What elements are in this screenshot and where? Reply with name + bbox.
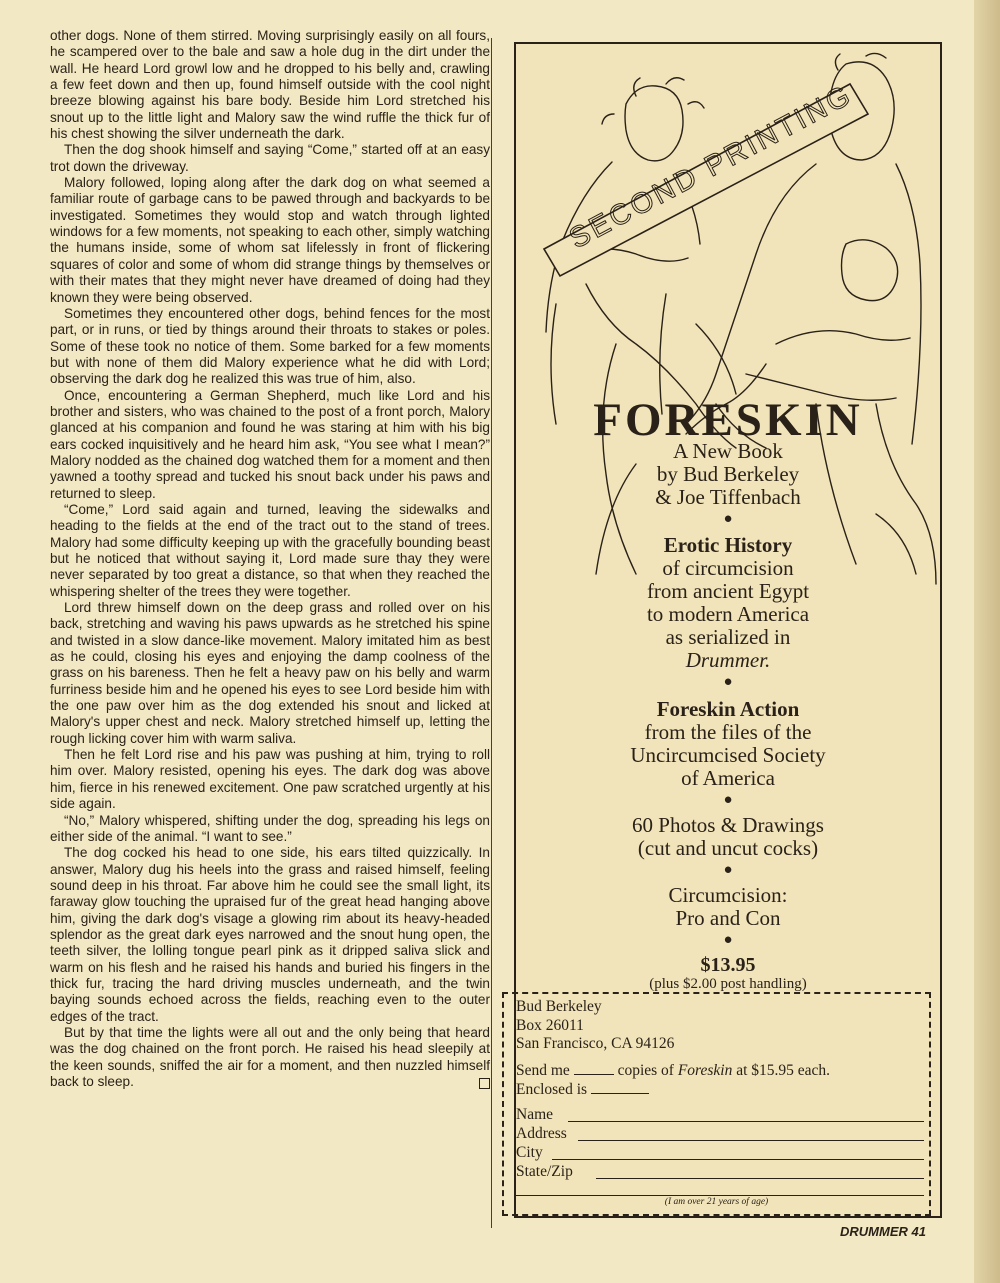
- copies-of-label: copies of: [617, 1062, 674, 1079]
- story-paragraph: Then he felt Lord rise and his paw was pushing at him, trying to roll him over. Malory resisted, opening his eyes. The dark dog was above him, fierce in his renewed excitement. One paw scratched urgently at his side again.: [50, 747, 490, 812]
- section-line: Circumcision:: [668, 883, 788, 907]
- page-number: 41: [911, 1224, 926, 1239]
- section-line: from the files of the: [644, 720, 812, 744]
- shipping-note: (plus $2.00 post handling): [649, 976, 807, 992]
- column-divider: [491, 38, 492, 1228]
- section-line: 60 Photos & Drawings: [632, 813, 824, 837]
- bullet-icon: ●: [723, 511, 733, 527]
- story-paragraph: Once, encountering a German Shepherd, much like Lord and his brother and sisters, who was chained to the post of a front porch, Malory glanced at his companion and found he was staring at him with his big ears cocked inquisitively and he heard him ask, “You see what I mean?” Malory nodded as the chained dog watched them for a moment and then yawned a toothy spread and tucked his snout back under his paws and returned to sleep.: [50, 387, 490, 501]
- story-column: [50, 28, 490, 1090]
- bullet-icon: ●: [723, 862, 733, 878]
- end-of-story-box-icon: [479, 1078, 490, 1089]
- story-paragraph: other dogs. None of them stirred. Moving surprisingly easily on all fours, he scampered over to the bale and saw a hole dug in the dirt under the wall. He heard Lord growl low and he dropped to his belly and, crawling a few feet down and then up, found himself outside with the cool night breeze blowing against his bare body. Beside him Lord stretched his snout up to the little light and Malory saw the wind ruffle the thick fur of his chest showing the silver underneath the dark.: [50, 28, 490, 142]
- section-line: (cut and uncut cocks): [637, 836, 819, 860]
- story-paragraph: “No,” Malory whispered, shifting under the dog, spreading his legs on either side of the animal. “I want to see.”: [50, 812, 490, 844]
- section-line: as serialized in: [665, 625, 791, 649]
- copies-field[interactable]: [574, 1074, 614, 1075]
- section-heading: Erotic History: [663, 533, 793, 557]
- mailing-address: [516, 998, 674, 1054]
- section-photos: [516, 814, 940, 880]
- story-paragraph: Then the dog shook himself and saying “Come,” started off at an easy trot down the driveway.: [50, 142, 490, 174]
- name-row: [516, 1106, 924, 1124]
- address-line: Box 26011: [516, 1016, 584, 1034]
- second-printing-banner: [544, 79, 868, 276]
- address-line: San Francisco, CA 94126: [516, 1035, 675, 1052]
- magazine-name: DRUMMER: [840, 1224, 908, 1239]
- unit-price-label: at $15.95 each.: [736, 1062, 831, 1079]
- city-label: City: [516, 1144, 543, 1161]
- bullet-icon: ●: [723, 932, 733, 948]
- bullet-icon: ●: [723, 674, 733, 690]
- book-subtitle: [516, 440, 940, 529]
- section-line: Uncircumcised Society: [630, 743, 826, 767]
- story-paragraph: The dog cocked his head to one side, his ears tilted quizzically. In answer, Malory dug his heels into the grass and raised himself, feeling sound deep in his throat. Far above him he could see the small light, its faraway glow touching the upraised fur of the great head hanging above him, giving the dark dog's visage a glowing rim about its heavy-headed splendor as the great dark eyes narrowed and the snout hung open, the teeth silver, the lolling tongue pearl pink as it dripped saliva slick and warm on his flesh and he raised his hands and buried his fingers in the thick fur, tracing the hard driving muscles underneath, and the twin baying sounds echoed across the fields, reaching even to the outer edges of the tract.: [50, 845, 490, 1024]
- address-line: Bud Berkeley: [516, 998, 602, 1015]
- enclosed-label: Enclosed is: [516, 1080, 588, 1098]
- story-paragraph: Sometimes they encountered other dogs, behind fences for the most part, or in runs, or tied by things around their throats to stakes or poles. Some of these took no notice of them. Some barked for a few moments but with none of them did Malory experience what he did with Lord; observing the dark dog he realized this was true of him, also.: [50, 305, 490, 387]
- price: $13.95: [700, 954, 756, 976]
- name-field[interactable]: [568, 1121, 924, 1122]
- banner-text: SECOND PRINTING: [564, 78, 859, 256]
- address-label: Address: [516, 1125, 567, 1142]
- section-line: to modern America: [646, 602, 810, 626]
- section-line: of America: [681, 766, 775, 790]
- authors-line: & Joe Tiffenbach: [655, 485, 801, 509]
- section-line: Pro and Con: [675, 906, 781, 930]
- section-pro-con: [516, 884, 940, 950]
- city-field[interactable]: [552, 1159, 924, 1160]
- section-foreskin-action: [516, 698, 940, 810]
- name-label: Name: [516, 1106, 554, 1123]
- page-edge: [974, 0, 1000, 1283]
- story-last-text: But by that time the lights were all out and the only being that heard was the dog chained on the front porch. He raised his head sleepily at the keen sounds, sniffed the air for a moment, and then nuzzled himself back to sleep.: [50, 1024, 490, 1089]
- address-field[interactable]: [578, 1140, 924, 1141]
- state-zip-row: [516, 1163, 924, 1181]
- section-erotic-history: [516, 534, 940, 692]
- send-me-label: Send me: [516, 1062, 570, 1079]
- age-note: (I am over 21 years of age): [664, 1197, 769, 1207]
- order-line: [516, 1062, 921, 1099]
- address-row: [516, 1125, 924, 1143]
- section-line: from ancient Egypt: [646, 579, 810, 603]
- story-paragraph-last: [50, 1025, 490, 1090]
- state-zip-field[interactable]: [596, 1178, 924, 1179]
- story-paragraph: Lord threw himself down on the deep grass and rolled over on his back, stretching and waving his paws upwards as he stretched his spine and twisted in a slow dance-like movement. Malory imitated him as best as he could, closing his eyes and enjoying the damp coolness of the grass on his bareness. Then he felt a heavy paw on his belly and warm furriness beside him and he opened his eyes to see Lord beside him with the one paw over him as the dog extended his snout and licked at Malory's upper chest and neck. Malory stretched himself up, letting the rough licking cover him with warm saliva.: [50, 600, 490, 746]
- city-row: [516, 1144, 924, 1162]
- enclosed-amount-field[interactable]: [591, 1093, 649, 1094]
- book-title-inline: Foreskin: [677, 1062, 733, 1079]
- state-zip-label: State/Zip: [516, 1163, 573, 1180]
- page-folio: [840, 1224, 926, 1239]
- price-block: [516, 954, 940, 992]
- story-paragraph: Malory followed, loping along after the dark dog on what seemed a familiar route of garbage cans to be pawed through and backyards to be investigated. Sometimes they would stop and watch through lighted windows for a few moments, not speaking to each other, simply watching the humans inside, some of whom sat lifelessly in front of flickering squares of color and some of whom did strange things by themselves or with their mates that they might never have dreamed of doing had they known they were being observed.: [50, 175, 490, 305]
- book-title: FORESKIN: [593, 394, 863, 446]
- section-heading: Foreskin Action: [656, 697, 800, 721]
- bullet-icon: ●: [723, 792, 733, 808]
- subtitle-line: A New Book: [673, 439, 783, 463]
- order-coupon: [502, 992, 931, 1216]
- section-line: Drummer.: [685, 648, 771, 672]
- authors-line: by Bud Berkeley: [656, 462, 800, 486]
- section-line: of circumcision: [662, 556, 794, 580]
- story-paragraph: “Come,” Lord said again and turned, leaving the sidewalks and heading to the fields at the end of the tract out to the stand of trees. Malory had some difficulty keeping up with the gracefully bounding beast but he noticed that without saying it, Lord made sure thay they were never separated by too great a distance, so that when they reached the whispering shelter of the trees they were together.: [50, 501, 490, 599]
